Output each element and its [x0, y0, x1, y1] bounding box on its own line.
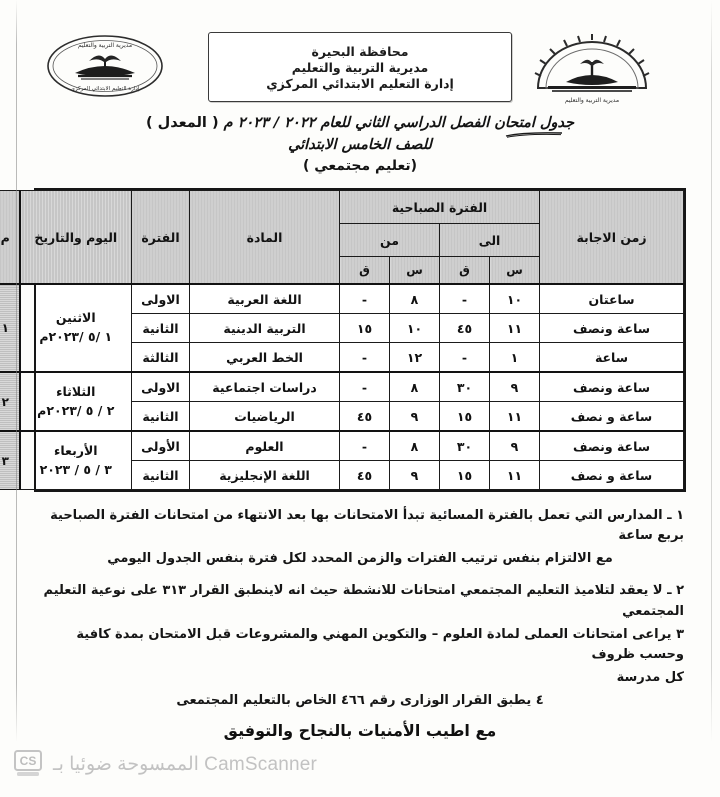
cell-duration: ساعة و نصف: [540, 461, 684, 490]
header-to-minute: ق: [440, 257, 490, 285]
page-edge-left: [16, 0, 17, 742]
header-to: الى: [440, 224, 540, 257]
ministry-logo-caption: مديرية التربية والتعليم: [564, 97, 620, 104]
header-subject: المادة: [190, 191, 340, 285]
notes-section: [30, 506, 690, 740]
cell-duration: ساعتان: [540, 284, 684, 314]
svg-text:إدارة التعليم الابتدائي المركز: إدارة التعليم الابتدائي المركزي: [70, 86, 140, 92]
cell-to-hour: ١١: [490, 461, 540, 490]
cell-day-date: [20, 431, 132, 490]
cell-duration: ساعة ونصف: [540, 314, 684, 343]
header-morning-period: الفترة الصباحية: [340, 191, 540, 224]
day-name: الاثنين: [55, 310, 96, 326]
header-line-directorate: مديرية التربية والتعليم: [291, 59, 429, 75]
cell-period: الثانية: [132, 402, 190, 432]
title-main-text: جدول امتحان الفصل الدراسي الثاني للعام ٢٠٢٢ / ٢٠٢٣ م: [223, 115, 575, 131]
cell-from-hour: ١٢: [390, 343, 440, 373]
header-period: الفترة: [132, 191, 190, 285]
cell-to-minute: ١٥: [440, 402, 490, 432]
ministry-arch-logo: [522, 30, 662, 106]
title-grade: للصف الخامس الابتدائي: [288, 137, 432, 153]
day-name: الثلاثاء: [56, 383, 96, 399]
cell-to-minute: ٤٥: [440, 314, 490, 343]
cell-period: الأولى: [132, 431, 190, 461]
closing-wishes: مع اطيب الأمنيات بالنجاح والتوفيق: [223, 721, 497, 741]
cell-to-hour: ١٠: [490, 284, 540, 314]
header-from-minute: ق: [340, 257, 390, 285]
cell-from-hour: ٨: [390, 372, 440, 402]
cell-period: الثانية: [132, 314, 190, 343]
cell-to-minute: ٣٠: [440, 372, 490, 402]
document-header: [0, 0, 720, 108]
table-body: [0, 284, 684, 490]
table-header: [0, 191, 684, 285]
cell-day-date: [20, 372, 132, 431]
cell-period: الاولى: [132, 284, 190, 314]
cell-to-minute: -: [440, 284, 490, 314]
day-date: ٣ / ٥ / ٢٠٢٣: [39, 461, 112, 477]
cell-from-minute: -: [340, 372, 390, 402]
cell-from-hour: ٩: [390, 402, 440, 432]
table-row: [0, 431, 684, 461]
cell-to-minute: ٣٠: [440, 431, 490, 461]
cell-subject: دراسات اجتماعية: [190, 372, 340, 402]
camscanner-text: الممسوحة ضوئيا بـ CamScanner: [53, 753, 318, 775]
cell-period: الاولى: [132, 372, 190, 402]
camscanner-logo-icon: [14, 749, 44, 779]
header-line-department: إدارة التعليم الابتدائي المركزي: [266, 75, 454, 91]
title-amended-note: ( المعدل ): [145, 115, 219, 131]
cell-to-minute: ١٥: [440, 461, 490, 490]
cell-subject: اللغة العربية: [190, 284, 340, 314]
cell-from-minute: -: [340, 431, 390, 461]
cell-from-hour: ٨: [390, 284, 440, 314]
header-answer-time: زمن الاجابة: [540, 191, 684, 285]
header-from-hour: س: [390, 257, 440, 285]
cell-to-hour: ١١: [490, 314, 540, 343]
note-1-line-1: ١ ـ المدارس التي تعمل بالفترة المسائية تبدأ الامتحانات بها بعد الانتهاء من امتحانات الفترة الصباحية بربع ساعة: [50, 508, 684, 544]
cell-subject: العلوم: [190, 431, 340, 461]
cell-from-hour: ٩: [390, 461, 440, 490]
svg-text:CS: CS: [19, 754, 37, 768]
cell-to-hour: ١١: [490, 402, 540, 432]
cell-from-minute: ٤٥: [340, 461, 390, 490]
cell-subject: التربية الدينية: [190, 314, 340, 343]
exam-schedule-table-container: [0, 188, 686, 492]
handwritten-underline: [504, 131, 566, 138]
note-3-line-2: كل مدرسة: [616, 669, 684, 685]
cell-from-minute: ١٥: [340, 314, 390, 343]
cell-duration: ساعة ونصف: [540, 372, 684, 402]
header-line-governorate: محافظة البحيرة: [311, 43, 409, 59]
page-edge-right: [711, 0, 712, 742]
day-name: الأربعاء: [53, 442, 98, 458]
header-number: م: [0, 191, 20, 285]
cell-row-number: ٣: [0, 431, 20, 490]
note-1-line-2: مع الالتزام بنفس ترتيب الفترات والزمن المحدد لكل فترة بنفس الجدول اليومي: [107, 551, 613, 567]
note-4: ٤ يطبق القرار الوزارى رقم ٤٦٦ الخاص بالتعليم المجتمعى: [176, 693, 544, 709]
cell-day-date: [20, 284, 132, 372]
cell-row-number: ٢: [0, 372, 20, 431]
cell-duration: ساعة و نصف: [540, 402, 684, 432]
cell-from-minute: -: [340, 284, 390, 314]
cell-row-number: ١: [0, 284, 20, 372]
page-title: [146, 115, 574, 131]
document-titles: [0, 112, 720, 174]
header-to-hour: س: [490, 257, 540, 285]
title-education-type: (تعليم مجتمعي ): [302, 158, 418, 174]
table-row: [0, 284, 684, 314]
note-3-line-1: ٣ يراعى امتحانات العملى لمادة العلوم – والتكوين المهني والمشروعات قبل الامتحان بمدة كافية وحسب ظروف: [76, 626, 684, 662]
cell-duration: ساعة ونصف: [540, 431, 684, 461]
header-authority-box: [208, 32, 512, 102]
day-date: ٢ / ٥ /٢٠٢٣م: [37, 402, 115, 418]
header-day-date: اليوم والتاريخ: [20, 191, 132, 285]
cell-period: الثانية: [132, 461, 190, 490]
svg-text:مديرية التربية والتعليم: مديرية التربية والتعليم: [77, 42, 133, 49]
day-date: ١ /٥ /٢٠٢٣م: [39, 329, 113, 344]
cell-from-hour: ١٠: [390, 314, 440, 343]
camscanner-watermark: [14, 749, 317, 779]
header-from: من: [340, 224, 440, 257]
note-2: ٢ ـ لا يعقد لتلاميذ التعليم المجتمعي امتحانات للانشطة حيث انه لاينطبق القرار ٣١٣ على نوعية التعليم المجتمعي: [43, 583, 684, 619]
table-row: [0, 372, 684, 402]
cell-from-hour: ٨: [390, 431, 440, 461]
cell-to-hour: ٩: [490, 431, 540, 461]
cell-to-hour: ١: [490, 343, 540, 373]
cell-subject: الرياضيات: [190, 402, 340, 432]
cell-period: الثالثة: [132, 343, 190, 373]
cell-duration: ساعة: [540, 343, 684, 373]
exam-schedule-table: [0, 190, 684, 490]
cell-to-hour: ٩: [490, 372, 540, 402]
cell-subject: الخط العربي: [190, 343, 340, 373]
cell-to-minute: -: [440, 343, 490, 373]
cell-from-minute: -: [340, 343, 390, 373]
directorate-seal-logo: [45, 33, 165, 99]
cell-subject: اللغة الإنجليزية: [190, 461, 340, 490]
cell-from-minute: ٤٥: [340, 402, 390, 432]
